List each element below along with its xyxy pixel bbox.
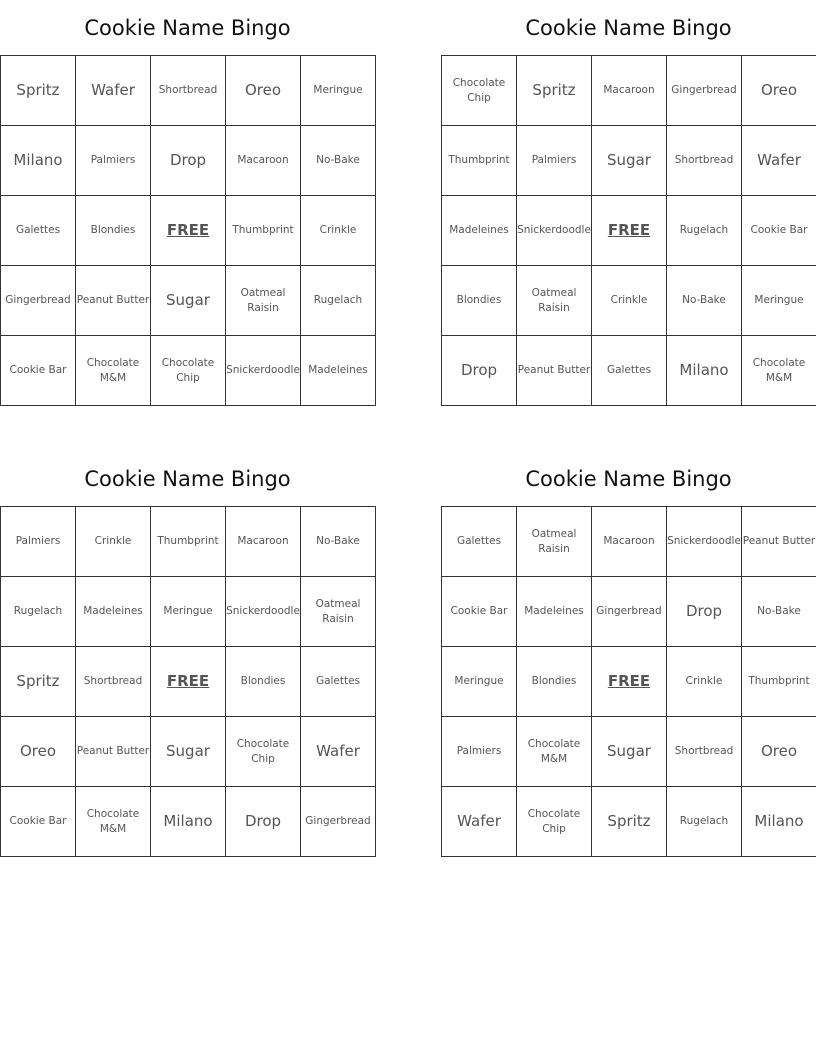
bingo-row bbox=[442, 577, 816, 647]
bingo-cell: Cookie Bar bbox=[1, 336, 76, 406]
bingo-cell: Madeleines bbox=[301, 336, 376, 406]
bingo-cell: Oatmeal Raisin bbox=[301, 577, 376, 647]
bingo-row bbox=[1, 126, 376, 196]
bingo-cell: Galettes bbox=[442, 507, 517, 577]
bingo-cell: Blondies bbox=[517, 647, 592, 717]
bingo-cell: Macaroon bbox=[226, 126, 301, 196]
bingo-cell: Chocolate Chip bbox=[226, 717, 301, 787]
bingo-cell: Sugar bbox=[592, 126, 667, 196]
bingo-cell: Chocolate Chip bbox=[517, 787, 592, 857]
bingo-cell: Madeleines bbox=[517, 577, 592, 647]
bingo-cell: Meringue bbox=[151, 577, 226, 647]
bingo-cell: Wafer bbox=[742, 126, 816, 196]
bingo-card-2 bbox=[441, 0, 816, 406]
bingo-cell: Milano bbox=[151, 787, 226, 857]
bingo-cell: Snickerdoodle bbox=[226, 336, 301, 406]
bingo-row bbox=[442, 507, 816, 577]
bingo-cell: Snickerdoodle bbox=[517, 196, 592, 266]
bingo-cell: Galettes bbox=[301, 647, 376, 717]
bingo-cell: Spritz bbox=[1, 647, 76, 717]
bingo-grid bbox=[441, 506, 816, 857]
card-title: Cookie Name Bingo bbox=[525, 467, 732, 491]
bingo-card-3 bbox=[0, 451, 375, 857]
bingo-cell: Drop bbox=[667, 577, 742, 647]
card-title: Cookie Name Bingo bbox=[84, 467, 291, 491]
bingo-cell: Gingerbread bbox=[301, 787, 376, 857]
bingo-cell: Crinkle bbox=[592, 266, 667, 336]
bingo-cell: Chocolate M&M bbox=[76, 787, 151, 857]
bingo-cell: Thumbprint bbox=[442, 126, 517, 196]
bingo-cell: Shortbread bbox=[76, 647, 151, 717]
bingo-cell: No-Bake bbox=[742, 577, 816, 647]
bingo-row bbox=[1, 717, 376, 787]
bingo-row bbox=[1, 577, 376, 647]
bingo-cell: Milano bbox=[667, 336, 742, 406]
bingo-cell: Palmiers bbox=[76, 126, 151, 196]
bingo-cell: Drop bbox=[151, 126, 226, 196]
bingo-cell: Shortbread bbox=[667, 126, 742, 196]
bingo-cell: Chocolate M&M bbox=[517, 717, 592, 787]
bingo-cell: Crinkle bbox=[76, 507, 151, 577]
bingo-cell: Crinkle bbox=[667, 647, 742, 717]
bingo-row bbox=[1, 196, 376, 266]
bingo-cell: Snickerdoodle bbox=[226, 577, 301, 647]
bingo-grid bbox=[441, 55, 816, 406]
bingo-row bbox=[1, 787, 376, 857]
bingo-cell: Palmiers bbox=[442, 717, 517, 787]
bingo-row bbox=[442, 336, 816, 406]
bingo-cell: Chocolate M&M bbox=[76, 336, 151, 406]
card-title: Cookie Name Bingo bbox=[84, 16, 291, 40]
bingo-grid bbox=[0, 55, 376, 406]
bingo-cell: Chocolate Chip bbox=[442, 56, 517, 126]
bingo-cell: Oreo bbox=[226, 56, 301, 126]
bingo-row bbox=[442, 266, 816, 336]
bingo-cell: Shortbread bbox=[667, 717, 742, 787]
bingo-cell: Gingerbread bbox=[1, 266, 76, 336]
bingo-cell: Peanut Butter bbox=[76, 266, 151, 336]
bingo-cell: Drop bbox=[442, 336, 517, 406]
bingo-row bbox=[442, 787, 816, 857]
bingo-cell: Meringue bbox=[742, 266, 816, 336]
bingo-cell: Shortbread bbox=[151, 56, 226, 126]
bingo-cell: Drop bbox=[226, 787, 301, 857]
bingo-cell: Rugelach bbox=[1, 577, 76, 647]
bingo-cell: Wafer bbox=[76, 56, 151, 126]
bingo-cell: Meringue bbox=[442, 647, 517, 717]
bingo-cell: Blondies bbox=[442, 266, 517, 336]
bingo-cell: Blondies bbox=[226, 647, 301, 717]
bingo-row bbox=[442, 126, 816, 196]
bingo-cell: Rugelach bbox=[667, 196, 742, 266]
bingo-row bbox=[442, 196, 816, 266]
bingo-cell: Madeleines bbox=[76, 577, 151, 647]
bingo-cell: Galettes bbox=[592, 336, 667, 406]
bingo-cell: Crinkle bbox=[301, 196, 376, 266]
free-space: FREE bbox=[151, 647, 226, 717]
bingo-card-1 bbox=[0, 0, 375, 406]
bingo-cell: Oatmeal Raisin bbox=[226, 266, 301, 336]
bingo-cell: Thumbprint bbox=[742, 647, 816, 717]
bingo-cell: Milano bbox=[742, 787, 816, 857]
bingo-cell: Sugar bbox=[151, 717, 226, 787]
bingo-cell: Spritz bbox=[517, 56, 592, 126]
bingo-cell: Cookie Bar bbox=[442, 577, 517, 647]
bingo-cell: Gingerbread bbox=[667, 56, 742, 126]
free-space: FREE bbox=[151, 196, 226, 266]
bingo-cell: Meringue bbox=[301, 56, 376, 126]
bingo-row bbox=[442, 647, 816, 717]
bingo-cell: Macaroon bbox=[592, 56, 667, 126]
bingo-cell: Chocolate Chip bbox=[151, 336, 226, 406]
bingo-cell: Madeleines bbox=[442, 196, 517, 266]
bingo-cell: Thumbprint bbox=[151, 507, 226, 577]
bingo-cell: Thumbprint bbox=[226, 196, 301, 266]
bingo-row bbox=[1, 507, 376, 577]
bingo-cell: Cookie Bar bbox=[742, 196, 816, 266]
bingo-cell: Sugar bbox=[151, 266, 226, 336]
bingo-cell: Rugelach bbox=[301, 266, 376, 336]
bingo-cell: Cookie Bar bbox=[1, 787, 76, 857]
bingo-row bbox=[1, 266, 376, 336]
bingo-cell: Milano bbox=[1, 126, 76, 196]
bingo-cell: Sugar bbox=[592, 717, 667, 787]
bingo-cell: Oreo bbox=[742, 56, 816, 126]
bingo-cell: Gingerbread bbox=[592, 577, 667, 647]
free-space: FREE bbox=[592, 196, 667, 266]
bingo-cell: Peanut Butter bbox=[76, 717, 151, 787]
bingo-row bbox=[1, 336, 376, 406]
bingo-cell: Oreo bbox=[1, 717, 76, 787]
bingo-row bbox=[1, 56, 376, 126]
bingo-row bbox=[1, 647, 376, 717]
bingo-row bbox=[442, 717, 816, 787]
bingo-cell: Peanut Butter bbox=[742, 507, 816, 577]
bingo-cell: No-Bake bbox=[301, 507, 376, 577]
bingo-cell: Wafer bbox=[301, 717, 376, 787]
bingo-cell: Chocolate M&M bbox=[742, 336, 816, 406]
bingo-cell: Blondies bbox=[76, 196, 151, 266]
bingo-cell: Macaroon bbox=[226, 507, 301, 577]
bingo-cell: Palmiers bbox=[1, 507, 76, 577]
bingo-cell: Spritz bbox=[1, 56, 76, 126]
bingo-cell: Snickerdoodle bbox=[667, 507, 742, 577]
bingo-cell: Spritz bbox=[592, 787, 667, 857]
bingo-cell: Wafer bbox=[442, 787, 517, 857]
card-title: Cookie Name Bingo bbox=[525, 16, 732, 40]
bingo-cell: No-Bake bbox=[667, 266, 742, 336]
bingo-cell: Rugelach bbox=[667, 787, 742, 857]
free-space: FREE bbox=[592, 647, 667, 717]
bingo-cell: Oatmeal Raisin bbox=[517, 507, 592, 577]
bingo-cell: Oreo bbox=[742, 717, 816, 787]
bingo-cell: Galettes bbox=[1, 196, 76, 266]
bingo-cell: Macaroon bbox=[592, 507, 667, 577]
bingo-cell: No-Bake bbox=[301, 126, 376, 196]
bingo-cell: Oatmeal Raisin bbox=[517, 266, 592, 336]
bingo-cell: Peanut Butter bbox=[517, 336, 592, 406]
bingo-card-4 bbox=[441, 451, 816, 857]
bingo-row bbox=[442, 56, 816, 126]
bingo-grid bbox=[0, 506, 376, 857]
bingo-cell: Palmiers bbox=[517, 126, 592, 196]
